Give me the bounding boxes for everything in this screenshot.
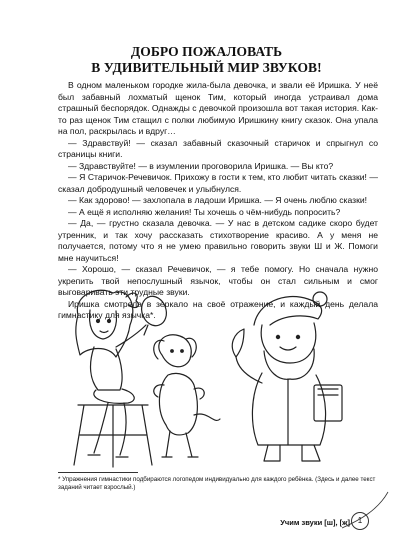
page-title [0, 44, 413, 76]
paragraph: — Да, — грустно сказала девочка. — У нас в детском садике скоро будет утренник, и так хочу рассказать стихотворение красиво. А у меня не получается, потому что я не умею правильно говорить звуки Ш и Ж. Помоги мне научиться! [58, 218, 378, 263]
gnome-face [261, 323, 315, 363]
footnote: * Упражнения гимнастики подбираются логопедом индивидуально для каждого ребёнка. (Здесь и далее текст заданий читает взрослый.) [58, 476, 376, 491]
paragraph: — Здравствуйте! — в изумлении проговорила Иришка. — Вы кто? [68, 160, 334, 171]
gnome-beard [264, 349, 314, 379]
footnote-rule [58, 472, 138, 473]
dog-head [159, 335, 191, 367]
paragraph: — Хорошо, — сказал Речевичок, — я тебе помогу. Но сначала нужно укрепить твой непослушный язычок, чтобы он стал сильным и смог выговаривать эти трудные звуки. [58, 264, 378, 297]
mirror-icon [138, 293, 171, 329]
gnome-arm [236, 357, 262, 383]
paragraph: В одном маленьком городке жила-была девочка, и звали её Иришка. У неё был забавный лохматый щенок Тим, который иногда устраивал дома страшный беспорядок. Однажды с девочкой произошла вот такая история. Как-то раз щенок Тим стащил с полки любимую Иришкину книгу сказок. Она упала на пол, раскрылась и вдруг… [58, 80, 378, 136]
paragraph: — Здравствуй! — сказал забавный сказочный старичок и спрыгнул со страницы книги. [58, 137, 378, 159]
stool [74, 405, 152, 467]
paragraph: — Как здорово! — захлопала в ладоши Иришка. — Я очень люблю сказки! [68, 195, 368, 205]
title-line-1: ДОБРО ПОЖАЛОВАТЬ [130, 44, 283, 59]
dog-tail [194, 414, 220, 420]
girl-legs [94, 403, 126, 455]
paragraph: — Я Старичок-Речевичок. Прихожу в гости к тем, кто любит читать сказки! — сказал добродушный человечек и улыбнулся. [58, 172, 378, 194]
dog-body [159, 373, 197, 434]
book-icon [314, 385, 342, 421]
title-line-2: В УДИВИТЕЛЬНЫЙ МИР ЗВУКОВ! [91, 60, 322, 75]
girl-torso [91, 347, 123, 390]
feather-icon [232, 329, 244, 357]
paragraph: Иришка смотрела в зеркало на своё отражение, и каждый день делала гимнастику для язычка*. [58, 298, 378, 320]
gnome-pompom [313, 292, 327, 306]
girl-face [90, 310, 117, 339]
paragraph: — А ещё я исполняю желания! Ты хочешь о чём-нибудь попросить? [68, 206, 341, 217]
girl-skirt [94, 389, 134, 403]
running-title: Учим звуки [ш], [ж] [280, 518, 350, 527]
page-number: 1 [351, 512, 369, 530]
gnome-legs [264, 445, 320, 461]
gnome-hat [254, 297, 322, 325]
gnome-body [252, 373, 325, 445]
girl-hair [76, 290, 133, 357]
girl-arm [116, 325, 146, 347]
illustration [58, 285, 358, 470]
